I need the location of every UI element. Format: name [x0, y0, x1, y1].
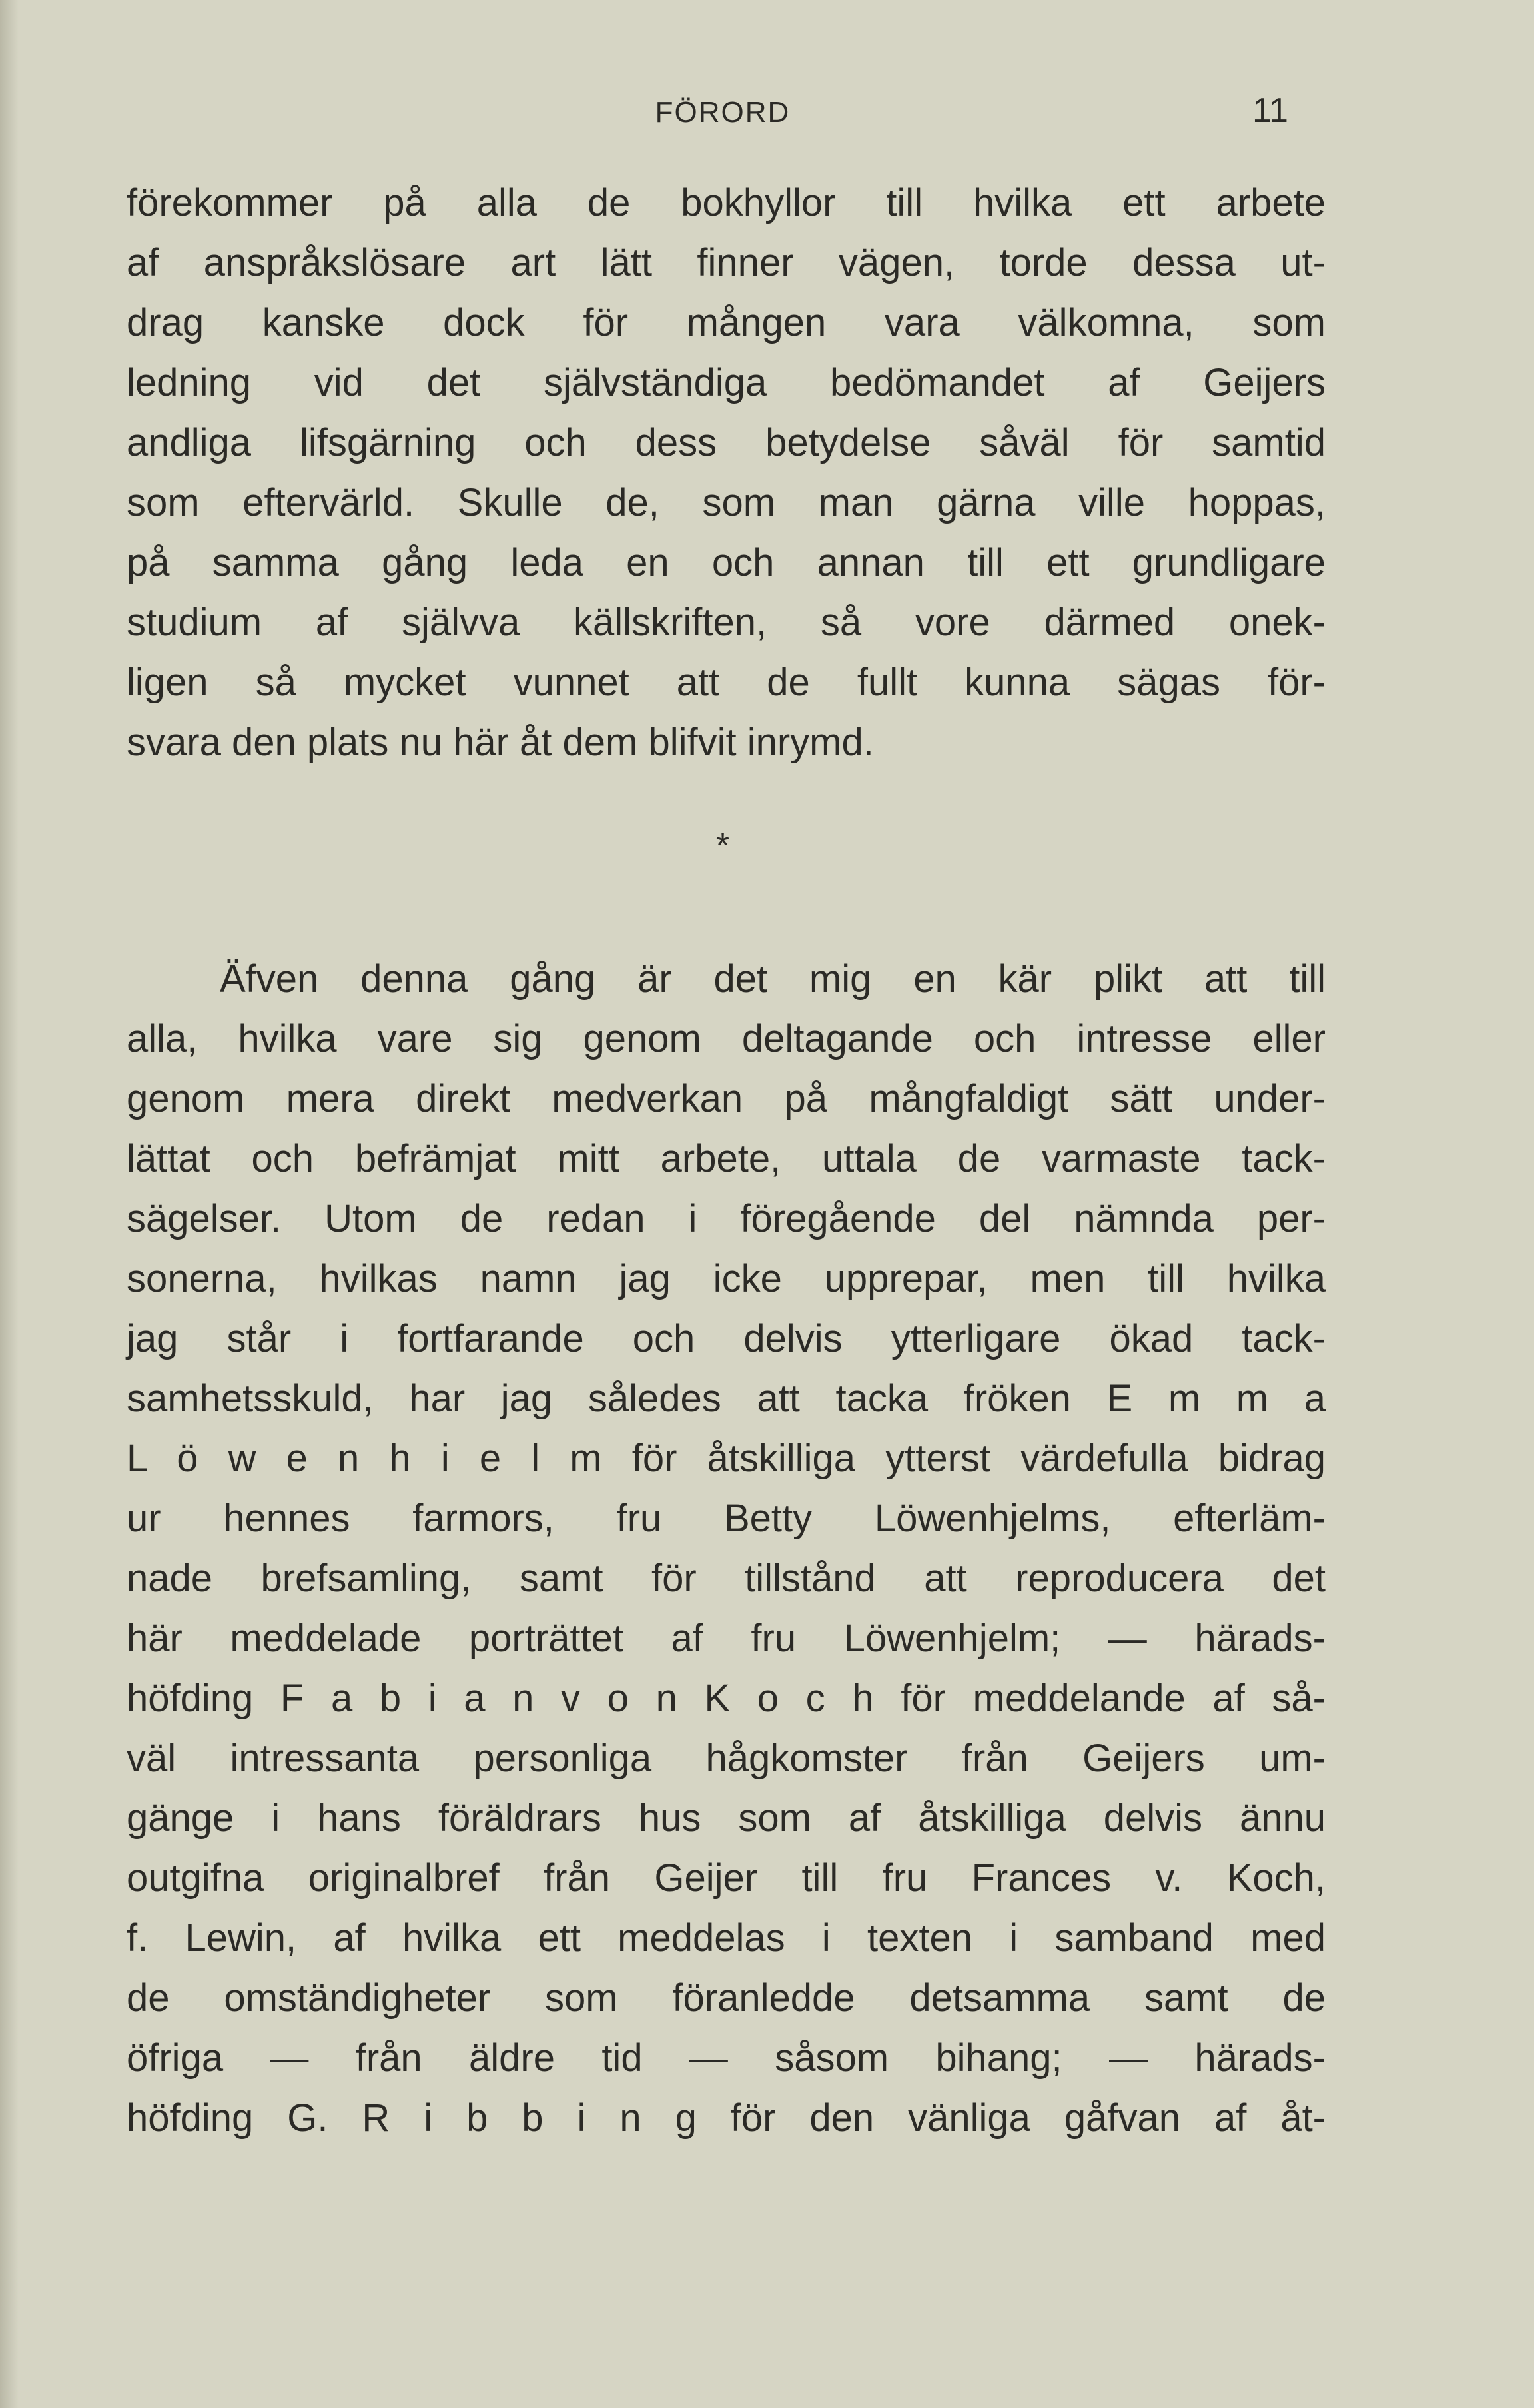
- text-line: sonerna, hvilkas namn jag icke upprepar, men till hvilka: [127, 1257, 1326, 1300]
- text-line: drag kanske dock för mången vara välkomna, som: [127, 301, 1326, 344]
- text-line: de omständigheter som föranledde detsamma samt de: [127, 1976, 1326, 2020]
- text-line: höfding G. R i b b i n g för den vänliga gåfvan af åt-: [127, 2096, 1326, 2140]
- text-line: Äfven denna gång är det mig en kär plikt att till: [220, 957, 1326, 1001]
- text-line: öfriga — från äldre tid — såsom bihang; — härads-: [127, 2036, 1326, 2080]
- text-line: andliga lifsgärning och dess betydelse såväl för samtid: [127, 421, 1326, 464]
- binding-gutter-shadow: [0, 0, 19, 2408]
- text-line: höfding F a b i a n v o n K o c h för meddelande af så-: [127, 1677, 1326, 1720]
- text-line: på samma gång leda en och annan till ett grundligare: [127, 541, 1326, 584]
- text-line: som eftervärld. Skulle de, som man gärna ville hoppas,: [127, 481, 1326, 524]
- text-line: nade brefsamling, samt för tillstånd att reproducera det: [127, 1557, 1326, 1600]
- running-title: FÖRORD: [655, 96, 791, 129]
- text-line: gänge i hans föräldrars hus som af åtskilliga delvis ännu: [127, 1797, 1326, 1840]
- running-header: [0, 87, 1534, 133]
- text-line: jag står i fortfarande och delvis ytterligare ökad tack-: [127, 1317, 1326, 1360]
- section-separator: *: [715, 827, 730, 865]
- text-line: förekommer på alla de bokhyllor till hvilka ett arbete: [127, 181, 1326, 224]
- text-line: lättat och befrämjat mitt arbete, uttala de varmaste tack-: [127, 1137, 1326, 1180]
- text-line: här meddelade porträttet af fru Löwenhjelm; — härads-: [127, 1617, 1326, 1660]
- text-line: L ö w e n h i e l m för åtskilliga ytterst värdefulla bidrag: [127, 1437, 1326, 1480]
- text-line: svara den plats nu här åt dem blifvit inrymd.: [127, 721, 874, 764]
- text-line: väl intressanta personliga hågkomster från Geijers um-: [127, 1737, 1326, 1780]
- text-line: samhetsskuld, har jag således att tacka fröken E m m a: [127, 1377, 1326, 1420]
- text-line: ledning vid det självständiga bedömandet af Geijers: [127, 361, 1326, 404]
- text-line: genom mera direkt medverkan på mångfaldigt sätt under-: [127, 1077, 1326, 1120]
- text-line: af anspråkslösare art lätt finner vägen, torde dessa ut-: [127, 241, 1326, 284]
- text-line: outgifna originalbref från Geijer till fru Frances v. Koch,: [127, 1856, 1326, 1900]
- text-line: ligen så mycket vunnet att de fullt kunna sägas för-: [127, 661, 1326, 704]
- paragraph-2: [127, 949, 1326, 2148]
- text-line: alla, hvilka vare sig genom deltagande och intresse eller: [127, 1017, 1326, 1060]
- text-line: sägelser. Utom de redan i föregående del nämnda per-: [127, 1197, 1326, 1240]
- text-line: f. Lewin, af hvilka ett meddelas i texten i samband med: [127, 1916, 1326, 1960]
- text-line: ur hennes farmors, fru Betty Löwenhjelms, efterläm-: [127, 1497, 1326, 1540]
- text-line: studium af självva källskriften, så vore därmed onek-: [127, 601, 1326, 644]
- paragraph-1: [127, 173, 1326, 773]
- page-number: 11: [1252, 91, 1288, 130]
